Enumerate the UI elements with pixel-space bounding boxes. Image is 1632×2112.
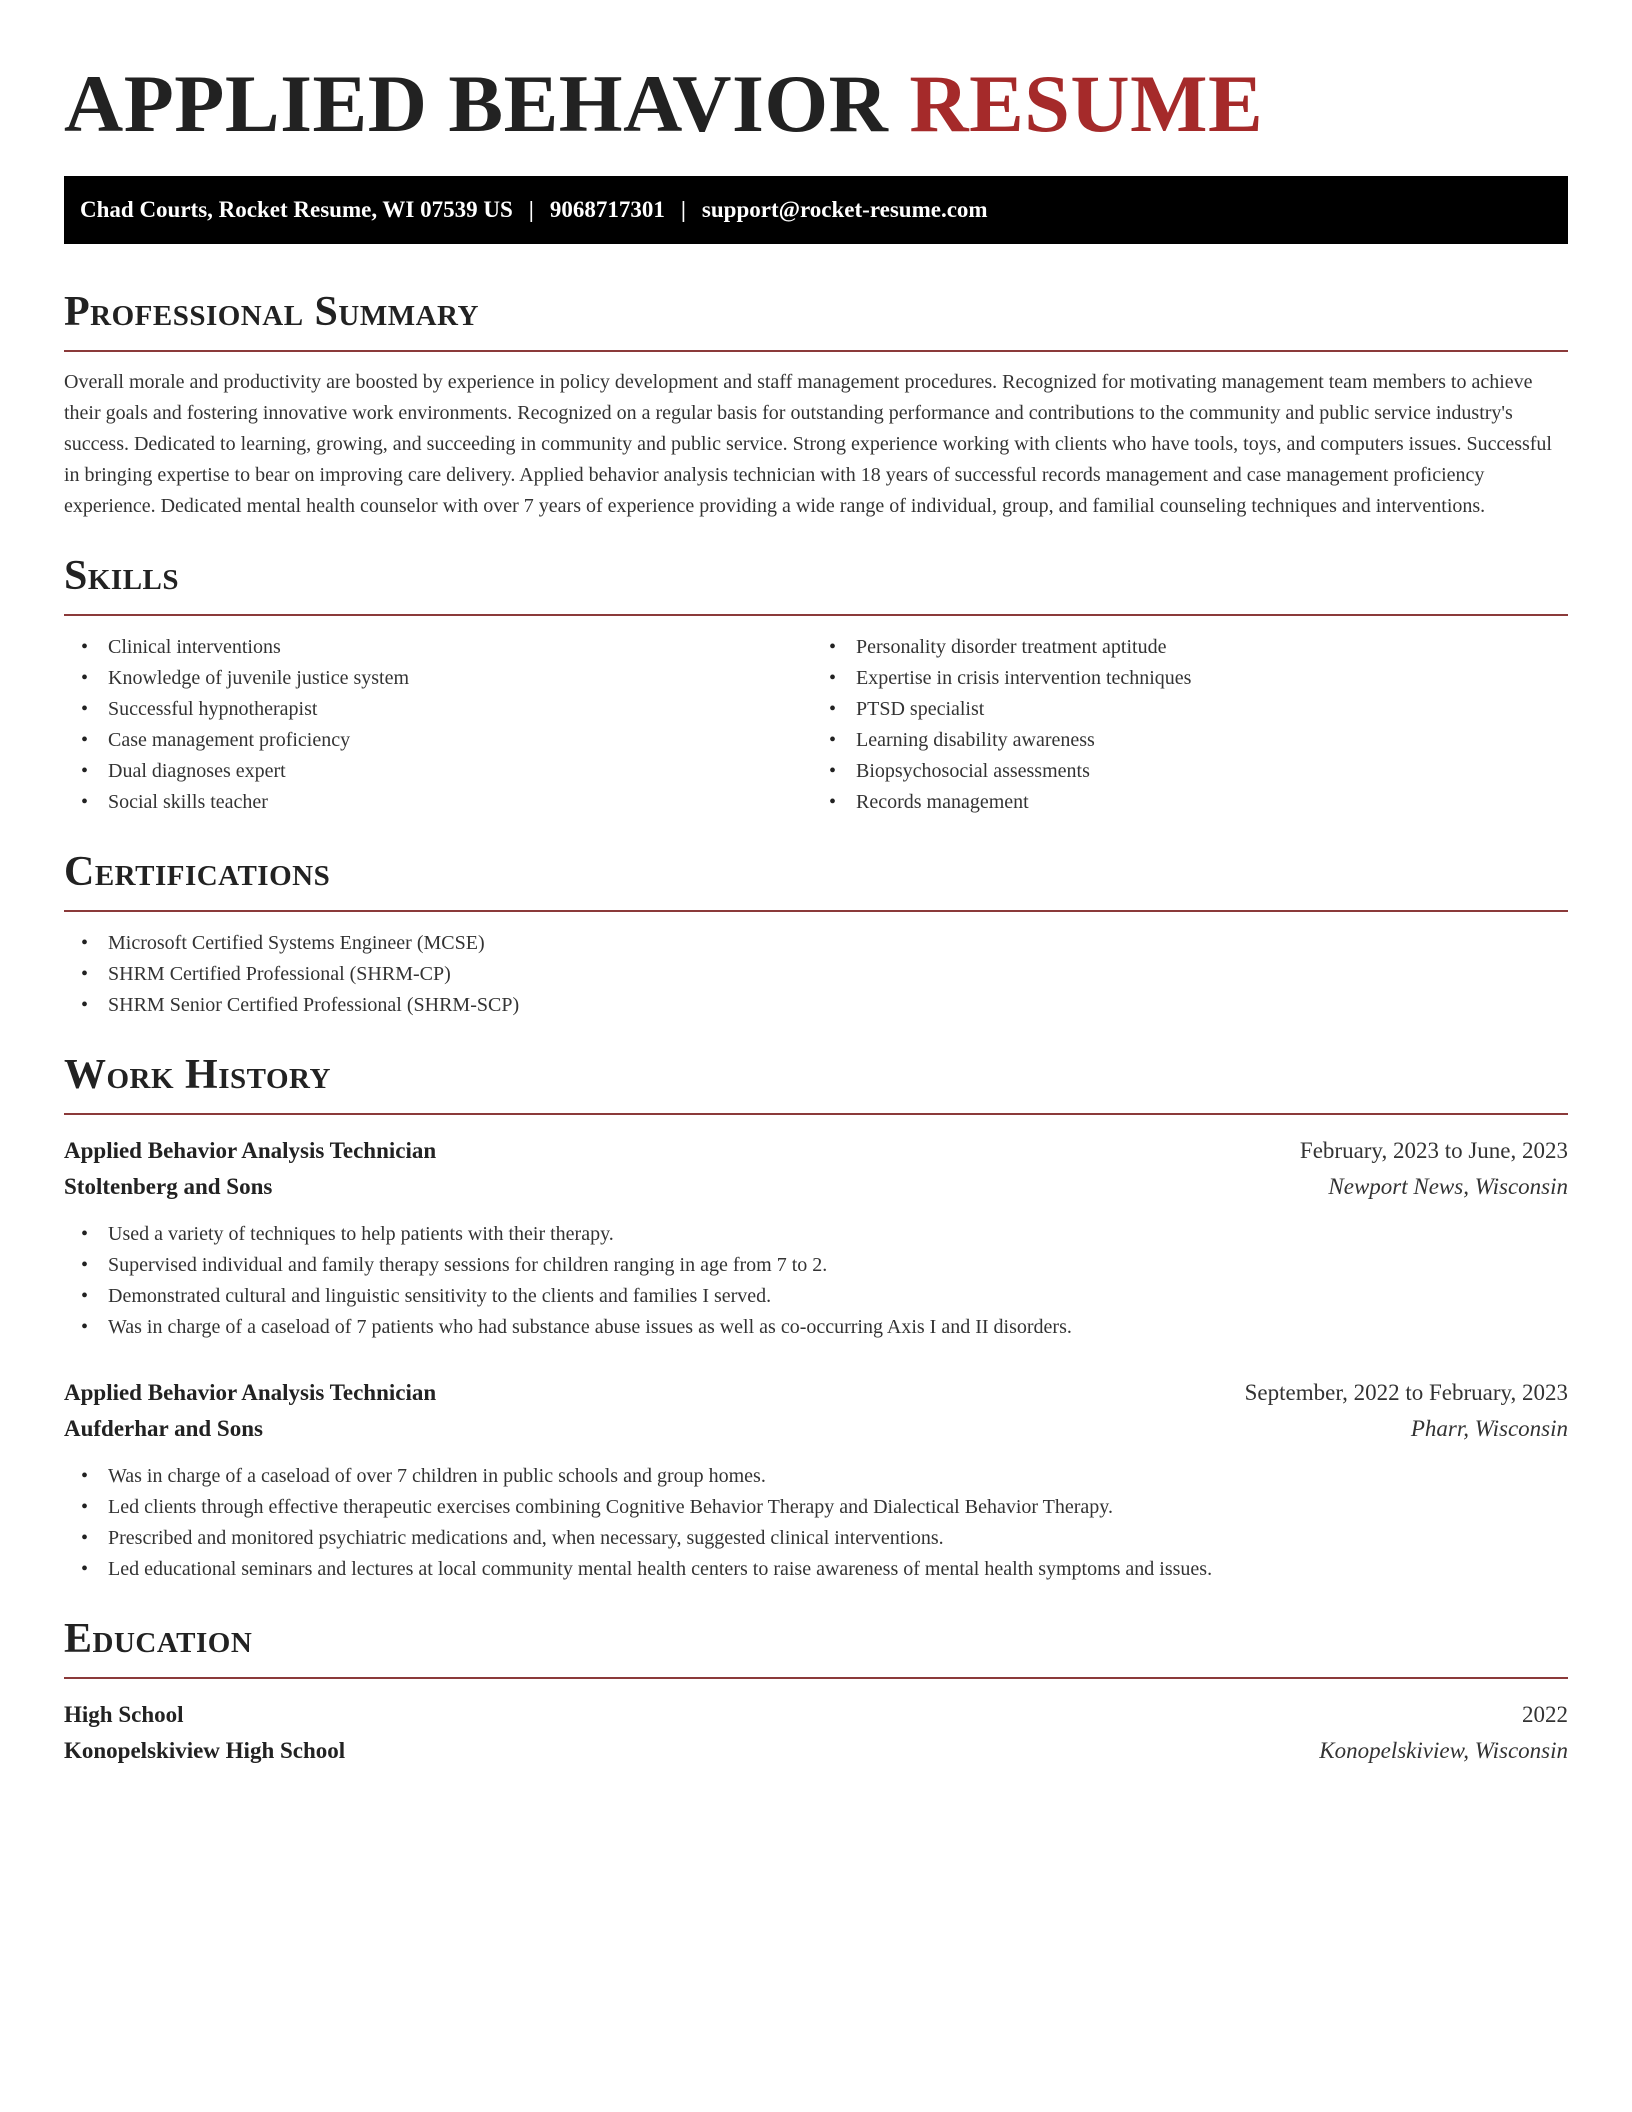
skill-item: • Dual diagnoses expert (64, 756, 816, 787)
skill-item: • Expertise in crisis intervention techniques (812, 663, 1564, 694)
title-accent: RESUME (909, 58, 1264, 149)
job-header-row (64, 1375, 1568, 1411)
job-duty: • Was in charge of a caseload of 7 patients who had substance abuse issues as well as co-occurring Axis I and II disorders. (64, 1312, 1568, 1343)
job-duty: • Led clients through effective therapeutic exercises combining Cognitive Behavior Therapy and Dialectical Behavior Therapy. (64, 1492, 1568, 1523)
skills-grid (64, 616, 1568, 818)
education-heading: Education (64, 1616, 253, 1662)
skill-item: • Successful hypnotherapist (64, 694, 816, 725)
education-section (64, 1615, 1568, 1769)
skills-section (64, 552, 1568, 818)
job-dates: September, 2022 to February, 2023 (1244, 1380, 1568, 1405)
skill-item: • Personality disorder treatment aptitude (812, 632, 1564, 663)
job-title: Applied Behavior Analysis Technician (64, 1380, 437, 1405)
job-duties-list (64, 1219, 1568, 1343)
title-main: APPLIED BEHAVIOR (64, 58, 910, 149)
skill-item: • Biopsychosocial assessments (812, 756, 1564, 787)
skill-item: • Clinical interventions (64, 632, 816, 663)
contact-phone: 9068717301 (549, 197, 665, 222)
contact-bar (64, 176, 1568, 244)
education-header-row (64, 1697, 1568, 1733)
certification-item: • Microsoft Certified Systems Engineer (MCSE) (64, 928, 1568, 959)
job-entry (64, 1133, 1568, 1343)
job-company-row (64, 1169, 1568, 1205)
contact-separator: | (680, 197, 686, 222)
contact-email[interactable]: support@rocket-resume.com (701, 197, 988, 222)
contact-separator: | (528, 197, 534, 222)
skills-list-right (812, 632, 1564, 818)
section-divider (64, 350, 1568, 352)
job-duty: • Led educational seminars and lectures at local community mental health centers to raise awareness of mental health symptoms and issues. (64, 1554, 1568, 1585)
education-location: Konopelskiview, Wisconsin (1319, 1738, 1568, 1763)
summary-text: Overall morale and productivity are boosted by experience in policy development and staff management procedures. Recognized for motivating management team members to achieve their goals and fostering innovative work environments. Recognized on a regular basis for outstanding performance and contributions to the community and public service industry's success. Dedicated to learning, growing, and succeeding in community and public service. Strong experience working with clients who have tools, toys, and computers issues. Successful in bringing expertise to bear on improving care delivery. Applied behavior analysis technician with 18 years of successful records management and case management proficiency experience. Dedicated mental health counselor with over 7 years of experience providing a wide range of individual, group, and familial counseling techniques and interventions. (64, 371, 1552, 517)
education-school: Konopelskiview High School (64, 1738, 346, 1763)
section-divider (64, 1677, 1568, 1679)
certifications-heading: Certifications (64, 849, 331, 895)
job-duties-list (64, 1461, 1568, 1585)
job-title: Applied Behavior Analysis Technician (64, 1138, 437, 1163)
certification-item: • SHRM Senior Certified Professional (SHRM-SCP) (64, 990, 1568, 1021)
skill-item: • Learning disability awareness (812, 725, 1564, 756)
summary-section (64, 288, 1568, 522)
skills-heading: Skills (64, 553, 180, 599)
section-divider (64, 1113, 1568, 1115)
job-duty: • Supervised individual and family therapy sessions for children ranging in age from 7 to 2. (64, 1250, 1568, 1281)
section-divider (64, 910, 1568, 912)
job-company: Stoltenberg and Sons (64, 1174, 273, 1199)
skill-item: • Knowledge of juvenile justice system (64, 663, 816, 694)
skills-list-left (64, 632, 816, 818)
job-duty: • Used a variety of techniques to help patients with their therapy. (64, 1219, 1568, 1250)
certifications-section (64, 848, 1568, 1021)
education-school-row (64, 1733, 1568, 1769)
job-location: Newport News, Wisconsin (1328, 1174, 1568, 1199)
job-entry (64, 1375, 1568, 1585)
summary-heading: Professional Summary (64, 289, 479, 335)
work-history-heading: Work History (64, 1052, 331, 1098)
job-duty: • Demonstrated cultural and linguistic sensitivity to the clients and families I served. (64, 1281, 1568, 1312)
certifications-list (64, 928, 1568, 1021)
resume-title (64, 54, 1568, 154)
work-history-section (64, 1051, 1568, 1585)
job-duty: • Was in charge of a caseload of over 7 children in public schools and group homes. (64, 1461, 1568, 1492)
education-degree: High School (64, 1702, 184, 1727)
job-company: Aufderhar and Sons (64, 1416, 263, 1441)
job-duty: • Prescribed and monitored psychiatric medications and, when necessary, suggested clinical interventions. (64, 1523, 1568, 1554)
skill-item: • Social skills teacher (64, 787, 816, 818)
job-location: Pharr, Wisconsin (1410, 1416, 1568, 1441)
skill-item: • Case management proficiency (64, 725, 816, 756)
skill-item: • PTSD specialist (812, 694, 1564, 725)
skill-item: • Records management (812, 787, 1564, 818)
education-entry (64, 1697, 1568, 1769)
contact-address: Chad Courts, Rocket Resume, WI 07539 US (80, 197, 513, 222)
job-header-row (64, 1133, 1568, 1169)
education-year: 2022 (1522, 1702, 1568, 1727)
certification-item: • SHRM Certified Professional (SHRM-CP) (64, 959, 1568, 990)
job-dates: February, 2023 to June, 2023 (1299, 1138, 1568, 1163)
job-company-row (64, 1411, 1568, 1447)
